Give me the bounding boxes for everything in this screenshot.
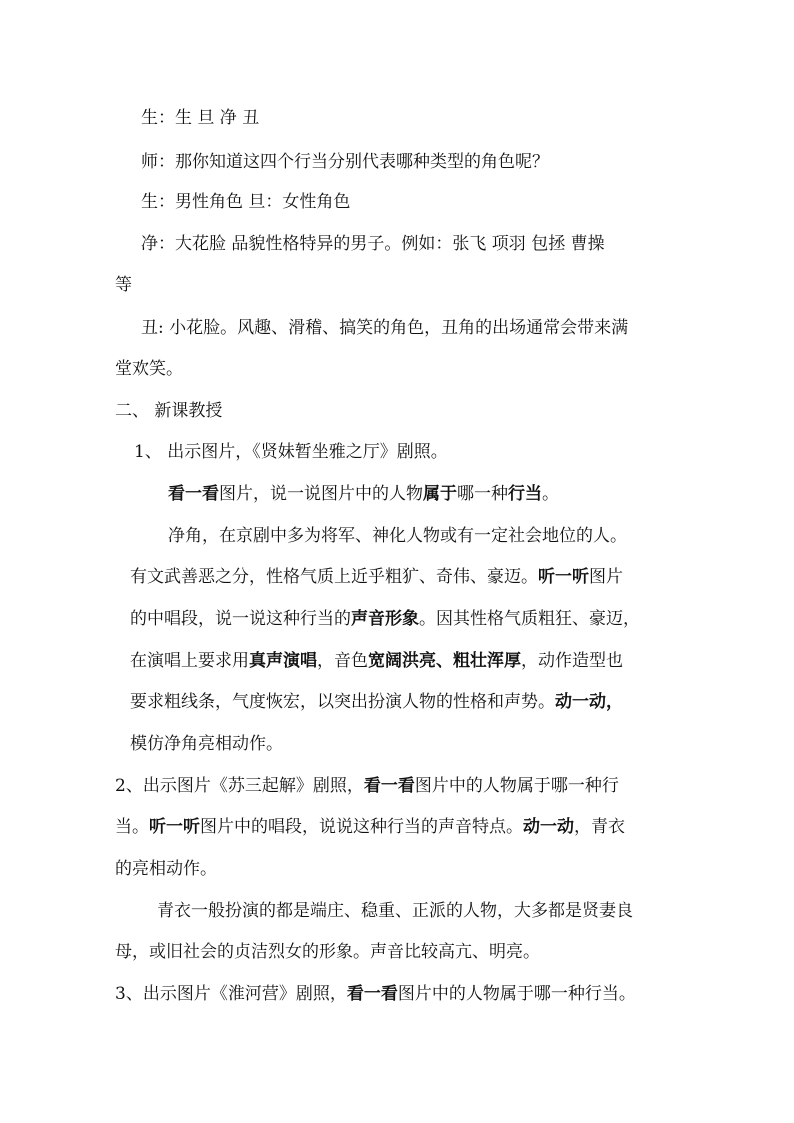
bold-text: 真声演唱 [249, 651, 317, 671]
dialog-line-teacher-question: 师：那你知道这四个行当分别代表哪种类型的角色呢？ [141, 152, 549, 172]
item-1-heading: 1、 出示图片，《贤妹暂坐雅之厅》剧照。 [134, 442, 448, 462]
jing-paragraph-line-3: 的中唱段，说一说这种行当的声音形象。因其性格气质粗狂、豪迈， [130, 609, 640, 629]
dialog-line-sheng-dan: 生：男性角色 旦：女性角色 [141, 192, 351, 212]
dialog-line-chou: 丑: 小花脸。风趣、滑稽、搞笑的角色，丑角的出场通常会带来满 [141, 318, 629, 338]
item-2-line-1: 2、出示图片《苏三起解》剧照，看一看图片中的人物属于哪一种行 [115, 776, 619, 796]
bold-text: 动一动 [523, 817, 574, 837]
bold-text: 属于 [423, 484, 457, 504]
dialog-line-jing: 净：大花脸 品貌性格特异的男子。例如：张飞 项羽 包拯 曹操 [141, 234, 605, 254]
dialog-line-chou-cont: 堂欢笑。 [115, 359, 183, 379]
item-3-line-1: 3、出示图片《淮河营》剧照，看一看图片中的人物属于哪一种行当。 [115, 984, 636, 1004]
qingyi-paragraph-line-1: 青衣一般扮演的都是端庄、稳重、正派的人物，大多都是贤妻良 [157, 901, 633, 921]
jing-paragraph-line-6: 模仿净角亮相动作。 [130, 734, 283, 754]
bold-text: 行当 [508, 484, 542, 504]
bold-text: 看一看 [363, 776, 415, 796]
dialog-line-jing-cont: 等 [115, 275, 132, 295]
jing-paragraph-line-4: 在演唱上要求用真声演唱，音色宽阔洪亮、粗壮浑厚，动作造型也 [130, 651, 623, 671]
bold-text: 听一听 [538, 567, 589, 587]
bold-text: 看一看 [346, 984, 398, 1004]
dialog-line-student-roles: 生：生 旦 净 丑 [141, 108, 260, 128]
qingyi-paragraph-line-2: 母，或旧社会的贞洁烈女的形象。声音比较高亢、明亮。 [115, 942, 540, 962]
bold-text: 动一动， [555, 692, 623, 712]
section-heading-new-lesson: 二、 新课教授 [115, 401, 223, 421]
jing-paragraph-line-1: 净角，在京剧中多为将军、神化人物或有一定社会地位的人。 [168, 526, 627, 546]
bold-text: 看一看 [168, 484, 219, 504]
bold-text: 听一听 [149, 817, 200, 837]
bold-text: 宽阔洪亮、粗壮浑厚 [368, 651, 521, 671]
bold-text: 声音形象 [351, 609, 419, 629]
item-1-instruction: 看一看图片，说一说图片中的人物属于哪一种行当。 [168, 484, 559, 504]
item-2-line-3: 的亮相动作。 [115, 859, 217, 879]
item-2-line-2: 当。听一听图片中的唱段，说说这种行当的声音特点。动一动，青衣 [115, 817, 625, 837]
jing-paragraph-line-5: 要求粗线条，气度恢宏，以突出扮演人物的性格和声势。动一动， [130, 692, 623, 712]
jing-paragraph-line-2: 有文武善恶之分，性格气质上近乎粗犷、奇伟、豪迈。听一听图片 [130, 567, 623, 587]
